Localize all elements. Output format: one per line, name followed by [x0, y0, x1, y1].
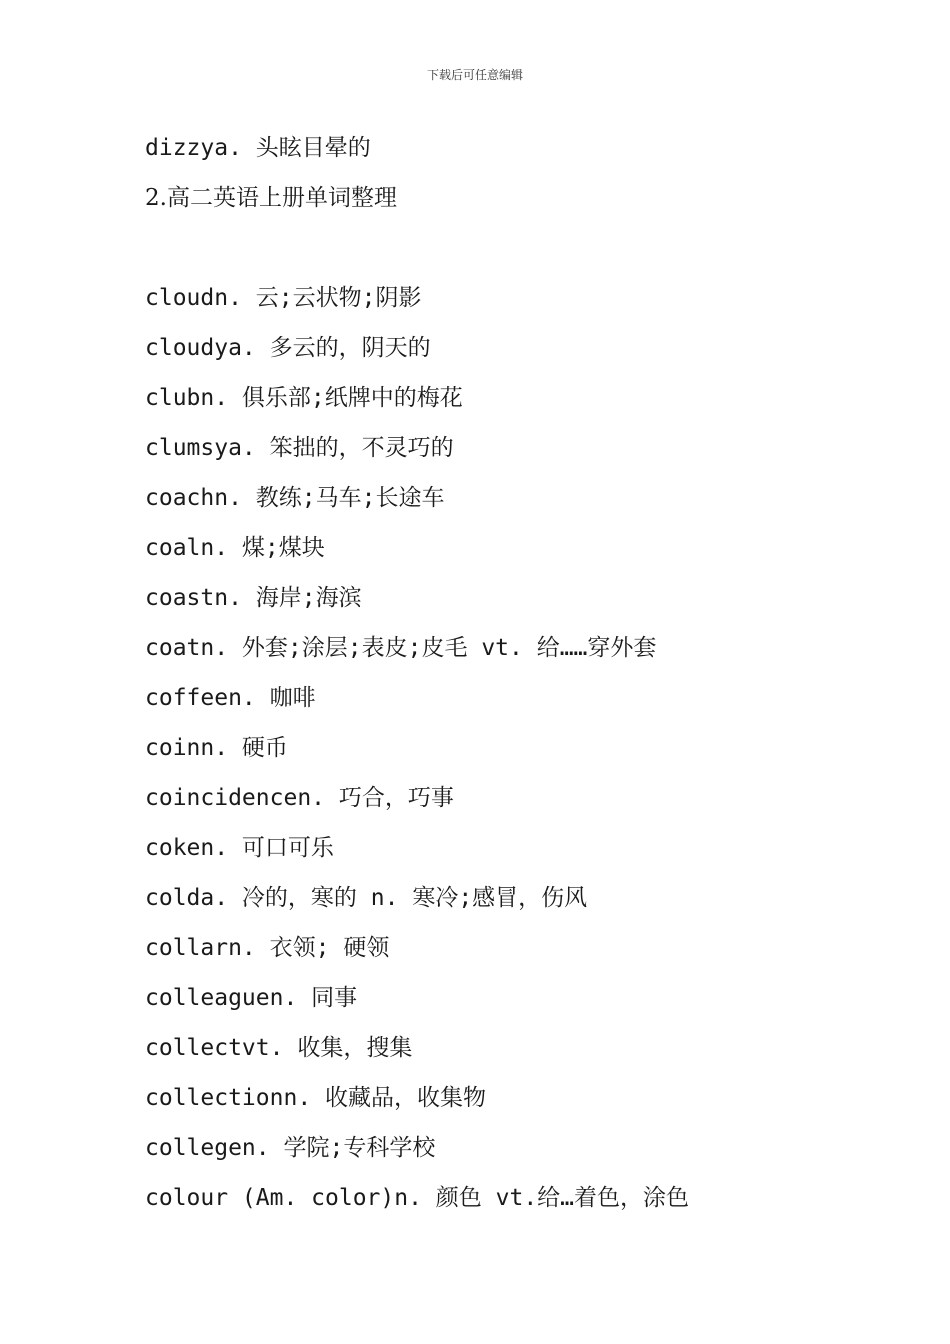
vocab-entry: colda. 冷的，寒的 n. 寒冷;感冒，伤风 [145, 885, 588, 911]
section-title: 2.高二英语上册单词整理 [145, 185, 397, 211]
blank-line [145, 232, 905, 282]
vocab-entry: coken. 可口可乐 [145, 835, 334, 861]
vocab-entry: clubn. 俱乐部;纸牌中的梅花 [145, 385, 463, 411]
vocab-entry: cloudn. 云;云状物;阴影 [145, 285, 422, 311]
vocab-entry: collectionn. 收藏品，收集物 [145, 1085, 487, 1111]
vocab-entry: clumsya. 笨拙的，不灵巧的 [145, 435, 454, 461]
vocab-entry: colleaguen. 同事 [145, 985, 358, 1011]
document-body [145, 132, 905, 1232]
vocab-entry: coatn. 外套;涂层;表皮;皮毛 vt. 给……穿外套 [145, 635, 657, 661]
vocab-entry: collectvt. 收集，搜集 [145, 1035, 413, 1061]
vocab-entry: collegen. 学院;专科学校 [145, 1135, 436, 1161]
vocab-entry: coffeen. 咖啡 [145, 685, 316, 711]
vocab-entry: coincidencen. 巧合，巧事 [145, 785, 454, 811]
vocab-entry: dizzya. 头眩目晕的 [145, 135, 371, 161]
vocab-entry: collarn. 衣领; 硬领 [145, 935, 390, 961]
vocab-entry: coaln. 煤;煤块 [145, 535, 325, 561]
vocab-entry: cloudya. 多云的，阴天的 [145, 335, 431, 361]
page-header: 下载后可任意编辑 [426, 68, 523, 82]
vocab-entry: coastn. 海岸;海滨 [145, 585, 362, 611]
vocab-entry: colour (Am. color)n. 颜色 vt.给…着色，涂色 [145, 1185, 690, 1211]
vocab-entry: coachn. 教练;马车;长途车 [145, 485, 445, 511]
vocab-entry: coinn. 硬币 [145, 735, 288, 761]
